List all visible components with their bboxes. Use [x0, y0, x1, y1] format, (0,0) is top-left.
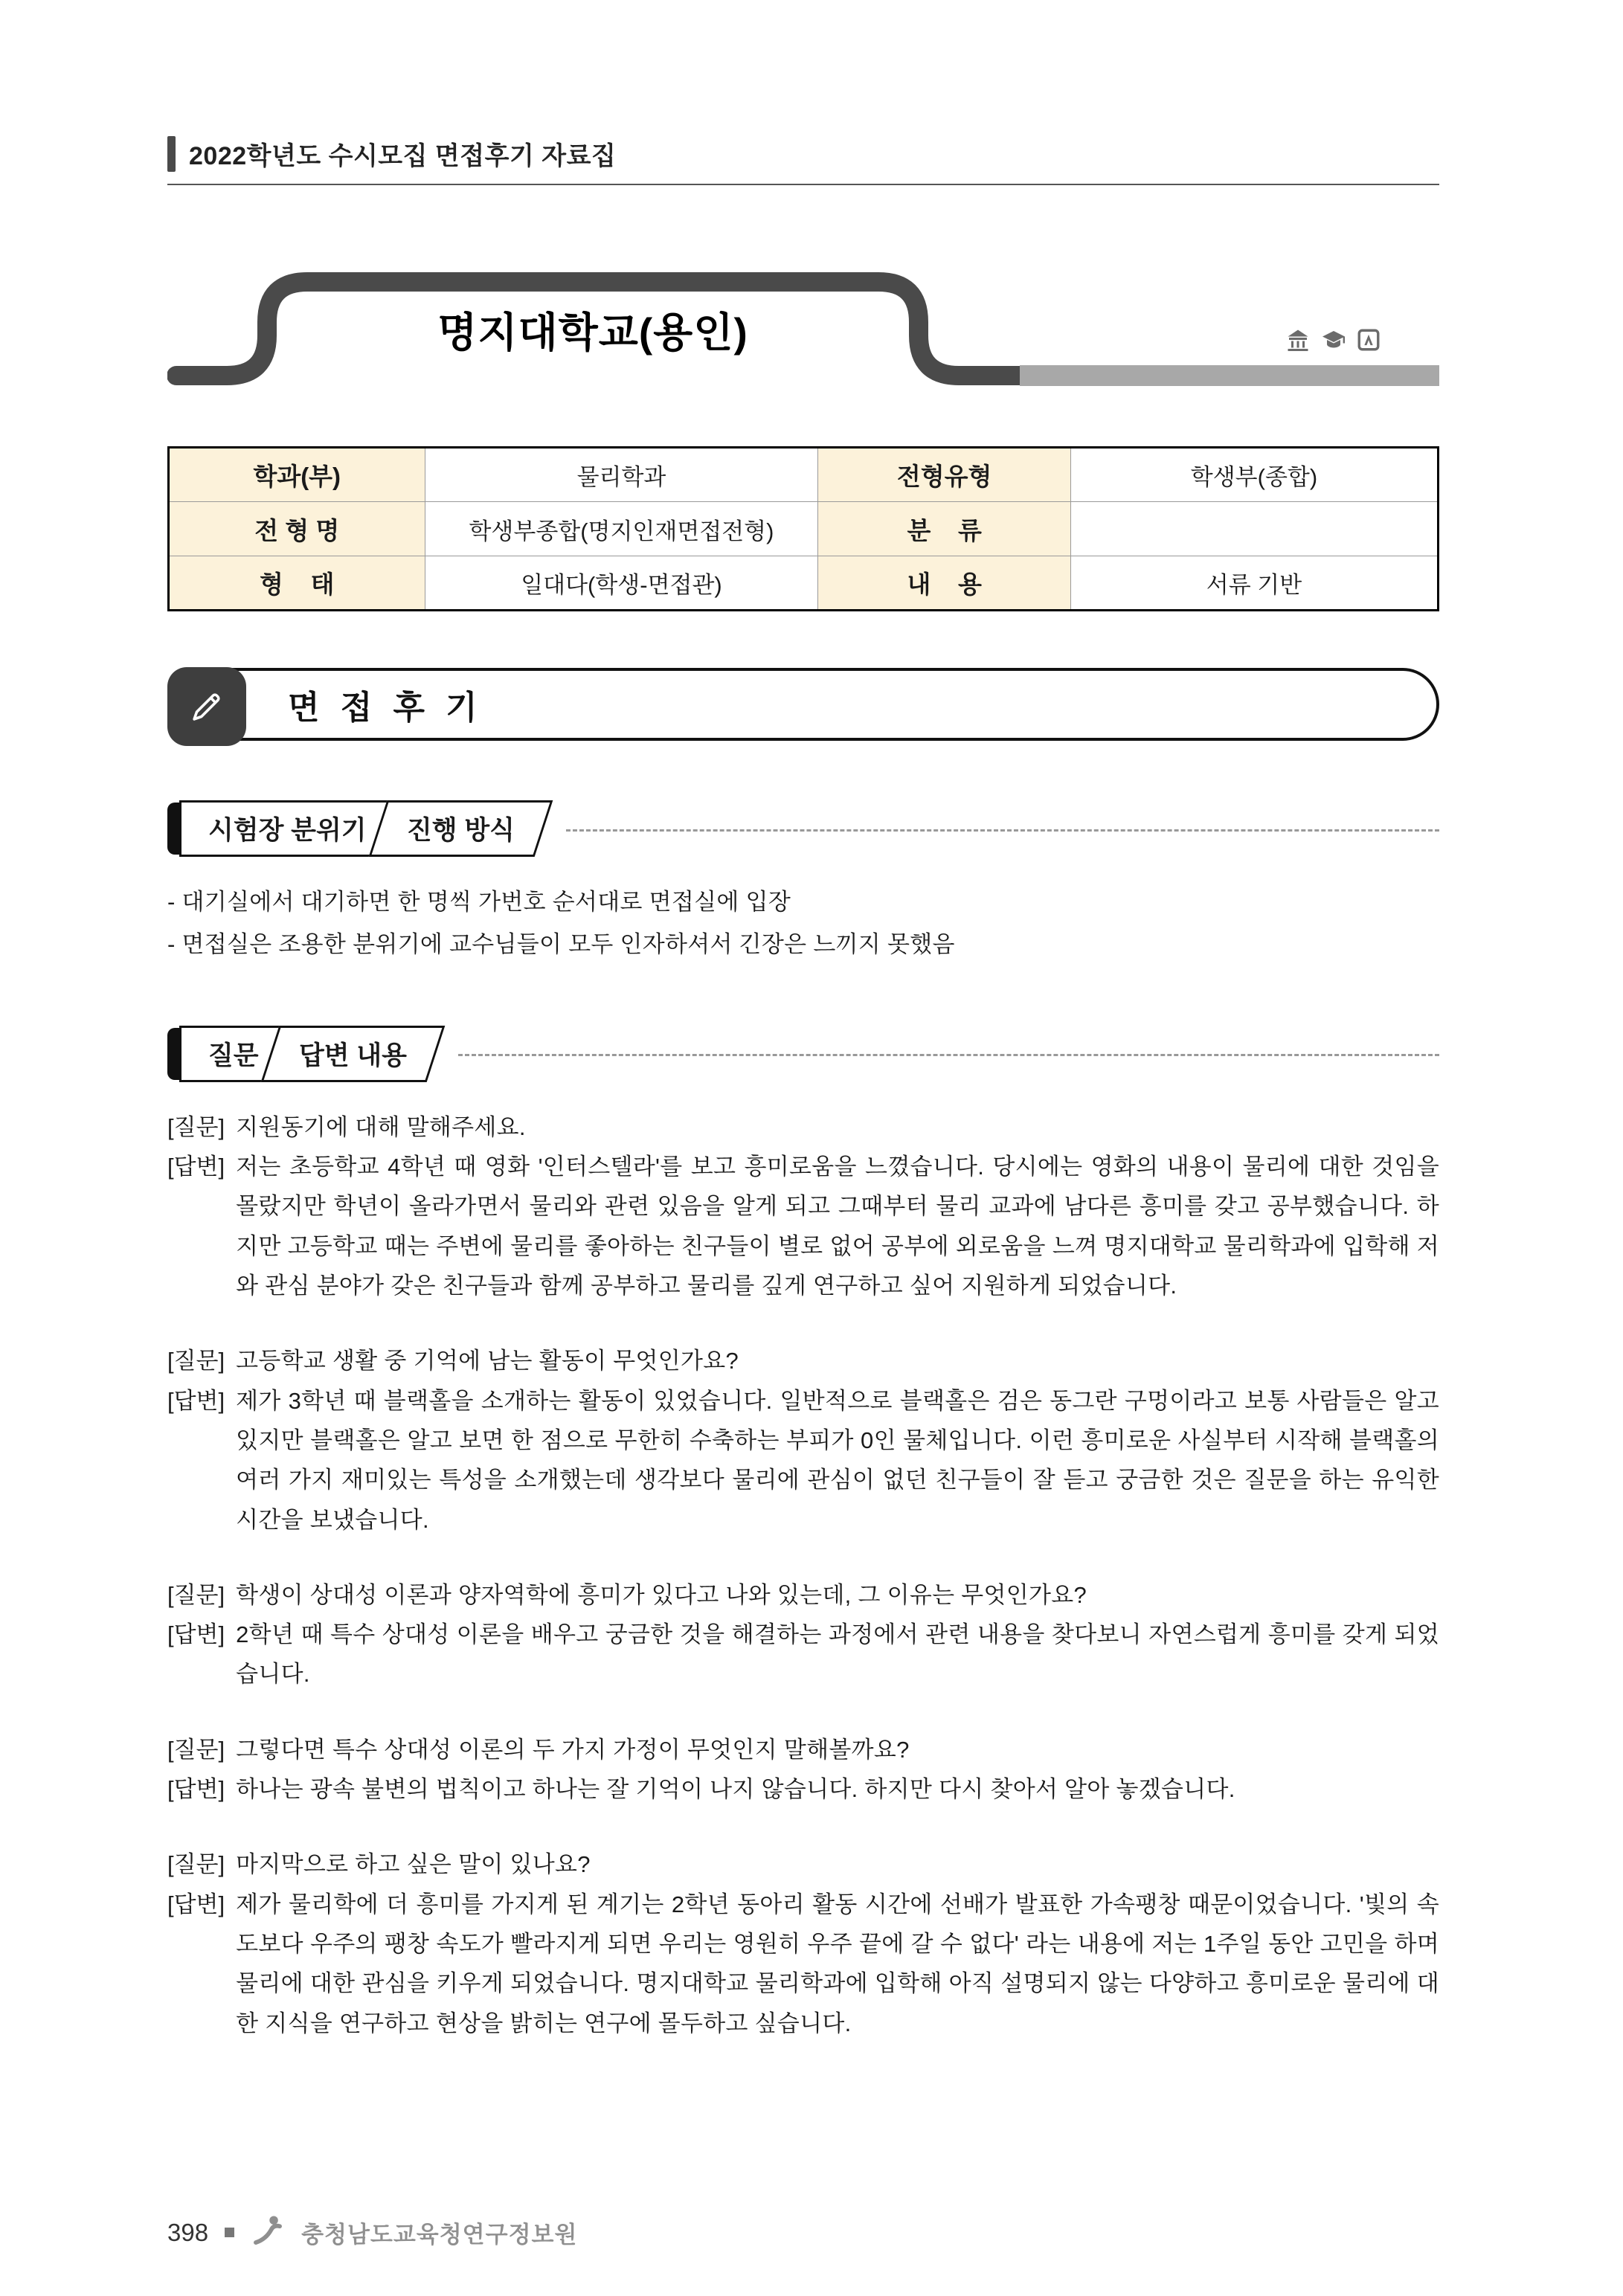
atmosphere-tag1: 시험장 분위기 [179, 800, 394, 857]
row-value: 학생부(종합) [1070, 448, 1438, 502]
row-value: 서류 기반 [1070, 556, 1438, 611]
qa-list [167, 1107, 1439, 2043]
question-line [167, 1107, 1439, 1147]
table-row [169, 502, 1439, 556]
booklet-title: 2022학년도 수시모집 면접후기 자료집 [189, 142, 617, 170]
page-number: 398 [167, 2218, 209, 2246]
question-text: 그렇다면 특수 상대성 이론의 두 가지 가정이 무엇인지 말해볼까요? [236, 1736, 910, 1763]
row-value: 학생부종합(명지인재면접전형) [425, 502, 818, 556]
answer-line [167, 1615, 1439, 1694]
qa-item [167, 1341, 1439, 1540]
interview-review-section-header [167, 668, 1439, 741]
note-line: - 면접실은 조용한 분위기에 교수님들이 모두 인자하셔서 긴장은 느끼지 못했음 [167, 931, 955, 958]
question-text: 학생이 상대성 이론과 양자역학에 흥미가 있다고 나와 있는데, 그 이유는 무엇인가요? [236, 1581, 1087, 1608]
question-line [167, 1341, 1439, 1380]
page-content [167, 0, 1439, 2043]
qa-item [167, 1730, 1439, 1810]
question-text: 지원동기에 대해 말해주세요. [236, 1113, 526, 1140]
admission-info-table [167, 446, 1439, 611]
row-value: 물리학과 [425, 448, 818, 502]
answer-text: 제가 물리학에 더 흥미를 가지게 된 계기는 2학년 동아리 활동 시간에 선배가 발표한 가속팽창 때문이었습니다. '빛의 속도보다 우주의 팽창 속도가 빨라지게 되면 우리는 영원히 우주 끝에 갈 수 없다' 라는 내용에 저는 1주일 동안 고민을 하며 물리에 대한 관심을 키우게 되었습니다. 명지대학교 물리학과에 입학해 아직 설명되지 않는 다양하고 흥미로운 물리에 대한 지식을 연구하고 현상을 밝히는 연구에 몰두하고 싶습니다. [236, 1891, 1439, 2036]
question-label: [질문] [167, 1113, 225, 1140]
banner-icons [1285, 327, 1381, 353]
answer-line [167, 1381, 1439, 1540]
answer-text: 하나는 광속 불변의 법칙이고 하나는 잘 기억이 나지 않습니다. 하지만 다시 찾아서 알아 놓겠습니다. [236, 1776, 1235, 1803]
question-label: [질문] [167, 1581, 225, 1608]
page-footer [167, 2213, 577, 2251]
row-label: 전형유형 [818, 448, 1071, 502]
atmosphere-tag2: 진행 방식 [368, 800, 553, 857]
question-line [167, 1575, 1439, 1615]
question-text: 마지막으로 하고 싶은 말이 있나요? [236, 1851, 591, 1878]
qa-tag1: 질문 [179, 1026, 286, 1082]
organization-name: 충청남도교육청연구정보원 [301, 2222, 578, 2248]
university-banner [167, 251, 1439, 403]
question-label: [질문] [167, 1736, 225, 1763]
graduation-cap-icon [1320, 327, 1347, 353]
answer-label: [답변] [167, 1776, 225, 1803]
answer-text: 저는 초등학교 4학년 때 영화 '인터스텔라'를 보고 흥미로움을 느꼈습니다. 당시에는 영화의 내용이 물리에 대한 것임을 몰랐지만 학년이 올라가면서 물리와 관련 있음을 알게 되고 그때부터 물리 교과에 남다른 흥미를 갖고 공부했습니다. 하지만 고등학교 때는 주변에 물리를 좋아하는 친구들이 별로 없어 공부에 외로움을 느껴 명지대학교 물리학과에 입학해 저와 관심 분야가 갖은 친구들과 함께 공부하고 물리를 깊게 연구하고 싶어 지원하게 되었습니다. [236, 1154, 1439, 1299]
question-label: [질문] [167, 1851, 225, 1878]
answer-line [167, 1769, 1439, 1809]
row-label: 전 형 명 [169, 502, 425, 556]
table-row [169, 556, 1439, 611]
school-badge-icon [1356, 327, 1381, 353]
qa-item [167, 1575, 1439, 1694]
table-row [169, 448, 1439, 502]
qa-tag2: 답변 내용 [260, 1026, 445, 1082]
answer-label: [답변] [167, 1891, 225, 1917]
dashed-divider [566, 829, 1439, 832]
question-label: [질문] [167, 1348, 225, 1374]
booklet-header [167, 135, 1439, 185]
qa-item [167, 1107, 1439, 1306]
qa-item [167, 1845, 1439, 2043]
dashed-divider [458, 1054, 1439, 1056]
row-label: 내 용 [818, 556, 1071, 611]
atmosphere-header [167, 800, 1439, 857]
row-value [1070, 502, 1438, 556]
question-text: 고등학교 생활 중 기억에 남는 활동이 무엇인가요? [236, 1348, 739, 1374]
answer-label: [답변] [167, 1154, 225, 1180]
answer-text: 제가 3학년 때 블랙홀을 소개하는 활동이 있었습니다. 일반적으로 블랙홀은 검은 동그란 구멍이라고 보통 사람들은 알고 있지만 블랙홀은 알고 보면 한 점으로 무한히 수축하는 부피가 0인 물체입니다. 이런 흥미로운 사실부터 시작해 블랙홀의 여러 가지 재미있는 특성을 소개했는데 생각보다 물리에 관심이 없던 친구들이 잘 듣고 궁금한 것은 질문을 하는 유익한 시간을 보냈습니다. [236, 1387, 1439, 1533]
question-line [167, 1730, 1439, 1769]
row-label: 형 태 [169, 556, 425, 611]
section-title: 면 접 후 기 [288, 689, 483, 726]
qa-header [167, 1026, 1439, 1082]
question-line [167, 1845, 1439, 1884]
answer-line [167, 1147, 1439, 1305]
atmosphere-notes [167, 881, 1439, 966]
organization-logo-icon [251, 2213, 285, 2251]
pencil-icon [187, 686, 227, 727]
row-value: 일대다(학생-면접관) [425, 556, 818, 611]
pencil-icon-box [167, 667, 246, 746]
row-label: 분 류 [818, 502, 1071, 556]
answer-line [167, 1885, 1439, 2043]
answer-text: 2학년 때 특수 상대성 이론을 배우고 궁금한 것을 해결하는 과정에서 관련 내용을 찾다보니 자연스럽게 흥미를 갖게 되었습니다. [236, 1621, 1439, 1688]
answer-label: [답변] [167, 1387, 225, 1414]
answer-label: [답변] [167, 1621, 225, 1648]
building-icon [1285, 327, 1311, 353]
row-label: 학과(부) [169, 448, 425, 502]
note-line: - 대기실에서 대기하면 한 명씩 가번호 순서대로 면접실에 입장 [167, 889, 791, 915]
header-accent-bar [167, 136, 176, 172]
university-name: 명지대학교(용인) [437, 309, 748, 356]
footer-square-bullet [225, 2228, 234, 2237]
